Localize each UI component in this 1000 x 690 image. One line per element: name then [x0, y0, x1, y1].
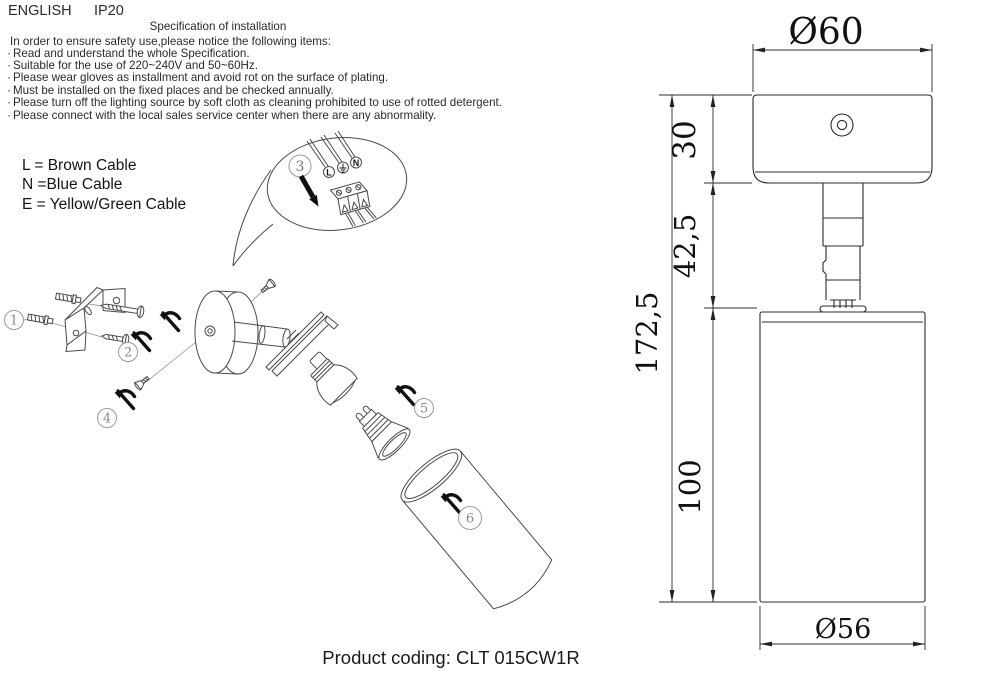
bullet: · [7, 83, 11, 97]
callout-tail [233, 170, 271, 266]
gu10-bulb [346, 396, 414, 464]
dim-shade-height: 100 [673, 459, 707, 515]
spec-item: · Suitable for the use of 220~240V and 50~60Hz. [5, 60, 502, 72]
canopy-fixing-screw [134, 374, 151, 391]
wire-tag-neutral [351, 157, 362, 168]
spec-item: · Please wear gloves as installment and avoid rot on the surface of plating. [5, 72, 502, 84]
canopy-front-view [753, 95, 932, 183]
twist-action-icon [395, 387, 415, 405]
live-label: L [326, 167, 332, 178]
bullet: · [7, 71, 11, 85]
earth-ground-icon [338, 162, 349, 173]
callout-tail [233, 224, 273, 266]
wall-anchor [55, 292, 81, 305]
bullet: · [7, 96, 11, 110]
wall-anchor [27, 313, 53, 326]
shade-front-view [760, 312, 925, 602]
wire-tag-live [324, 167, 335, 178]
product-coding: Product coding: CLT 015CW1R [322, 647, 580, 668]
part-number: 4 [102, 411, 112, 427]
part-balloon-1 [5, 311, 24, 330]
spec-intro: In order to ensure safety use,please notice the following items: [10, 34, 331, 48]
ip-rating-label: IP20 [94, 3, 124, 19]
neutral-label: N [352, 158, 360, 168]
bullet: · [7, 46, 11, 60]
part-number: 3 [295, 158, 305, 175]
spec-item: · Please turn off the lighting source by soft cloth as cleaning prohibited to use of rotted detergent. [5, 97, 502, 109]
spec-title: Specification of installation [149, 20, 287, 33]
cable-legend-neutral: N =Blue Cable [22, 176, 123, 194]
part-balloon-6 [459, 507, 482, 530]
part-balloon-5 [415, 399, 434, 418]
dim-total-height: 172,5 [630, 291, 664, 375]
part-number: 2 [123, 345, 133, 361]
wiring-callout [233, 130, 412, 266]
cable-legend-earth: E = Yellow/Green Cable [22, 195, 187, 213]
cable-legend-live: L = Brown Cable [22, 157, 137, 174]
language-label: ENGLISH [8, 3, 72, 19]
bullet: · [7, 108, 11, 122]
spec-item: · Please connect with the local sales service center when there are any abnormality. [5, 110, 502, 122]
bullet: · [7, 58, 11, 72]
part-number: 5 [419, 401, 429, 417]
dim-stem-height: 42,5 [668, 213, 702, 279]
part-balloon-3 [289, 155, 311, 177]
twist-action-icon [160, 313, 180, 331]
part-balloon-2 [119, 343, 138, 362]
dim-canopy-diameter: Ø60 [788, 12, 864, 53]
dimension-drawing [630, 12, 932, 650]
spec-item: · Must be installed on the fixed places and be checked annually. [5, 85, 502, 97]
spec-item: · Read and understand the whole Specification. [5, 48, 502, 60]
part-balloon-4 [98, 409, 117, 428]
exploded-assembly-view [5, 278, 558, 616]
twist-action-icon [115, 391, 135, 409]
stem-front-view [820, 183, 866, 312]
part-number: 6 [465, 511, 475, 527]
part-number: 1 [9, 313, 19, 329]
canopy [195, 291, 258, 374]
dim-shade-diameter: Ø56 [814, 614, 872, 645]
callout-bubble [262, 130, 412, 238]
dim-canopy-height: 30 [667, 120, 703, 160]
